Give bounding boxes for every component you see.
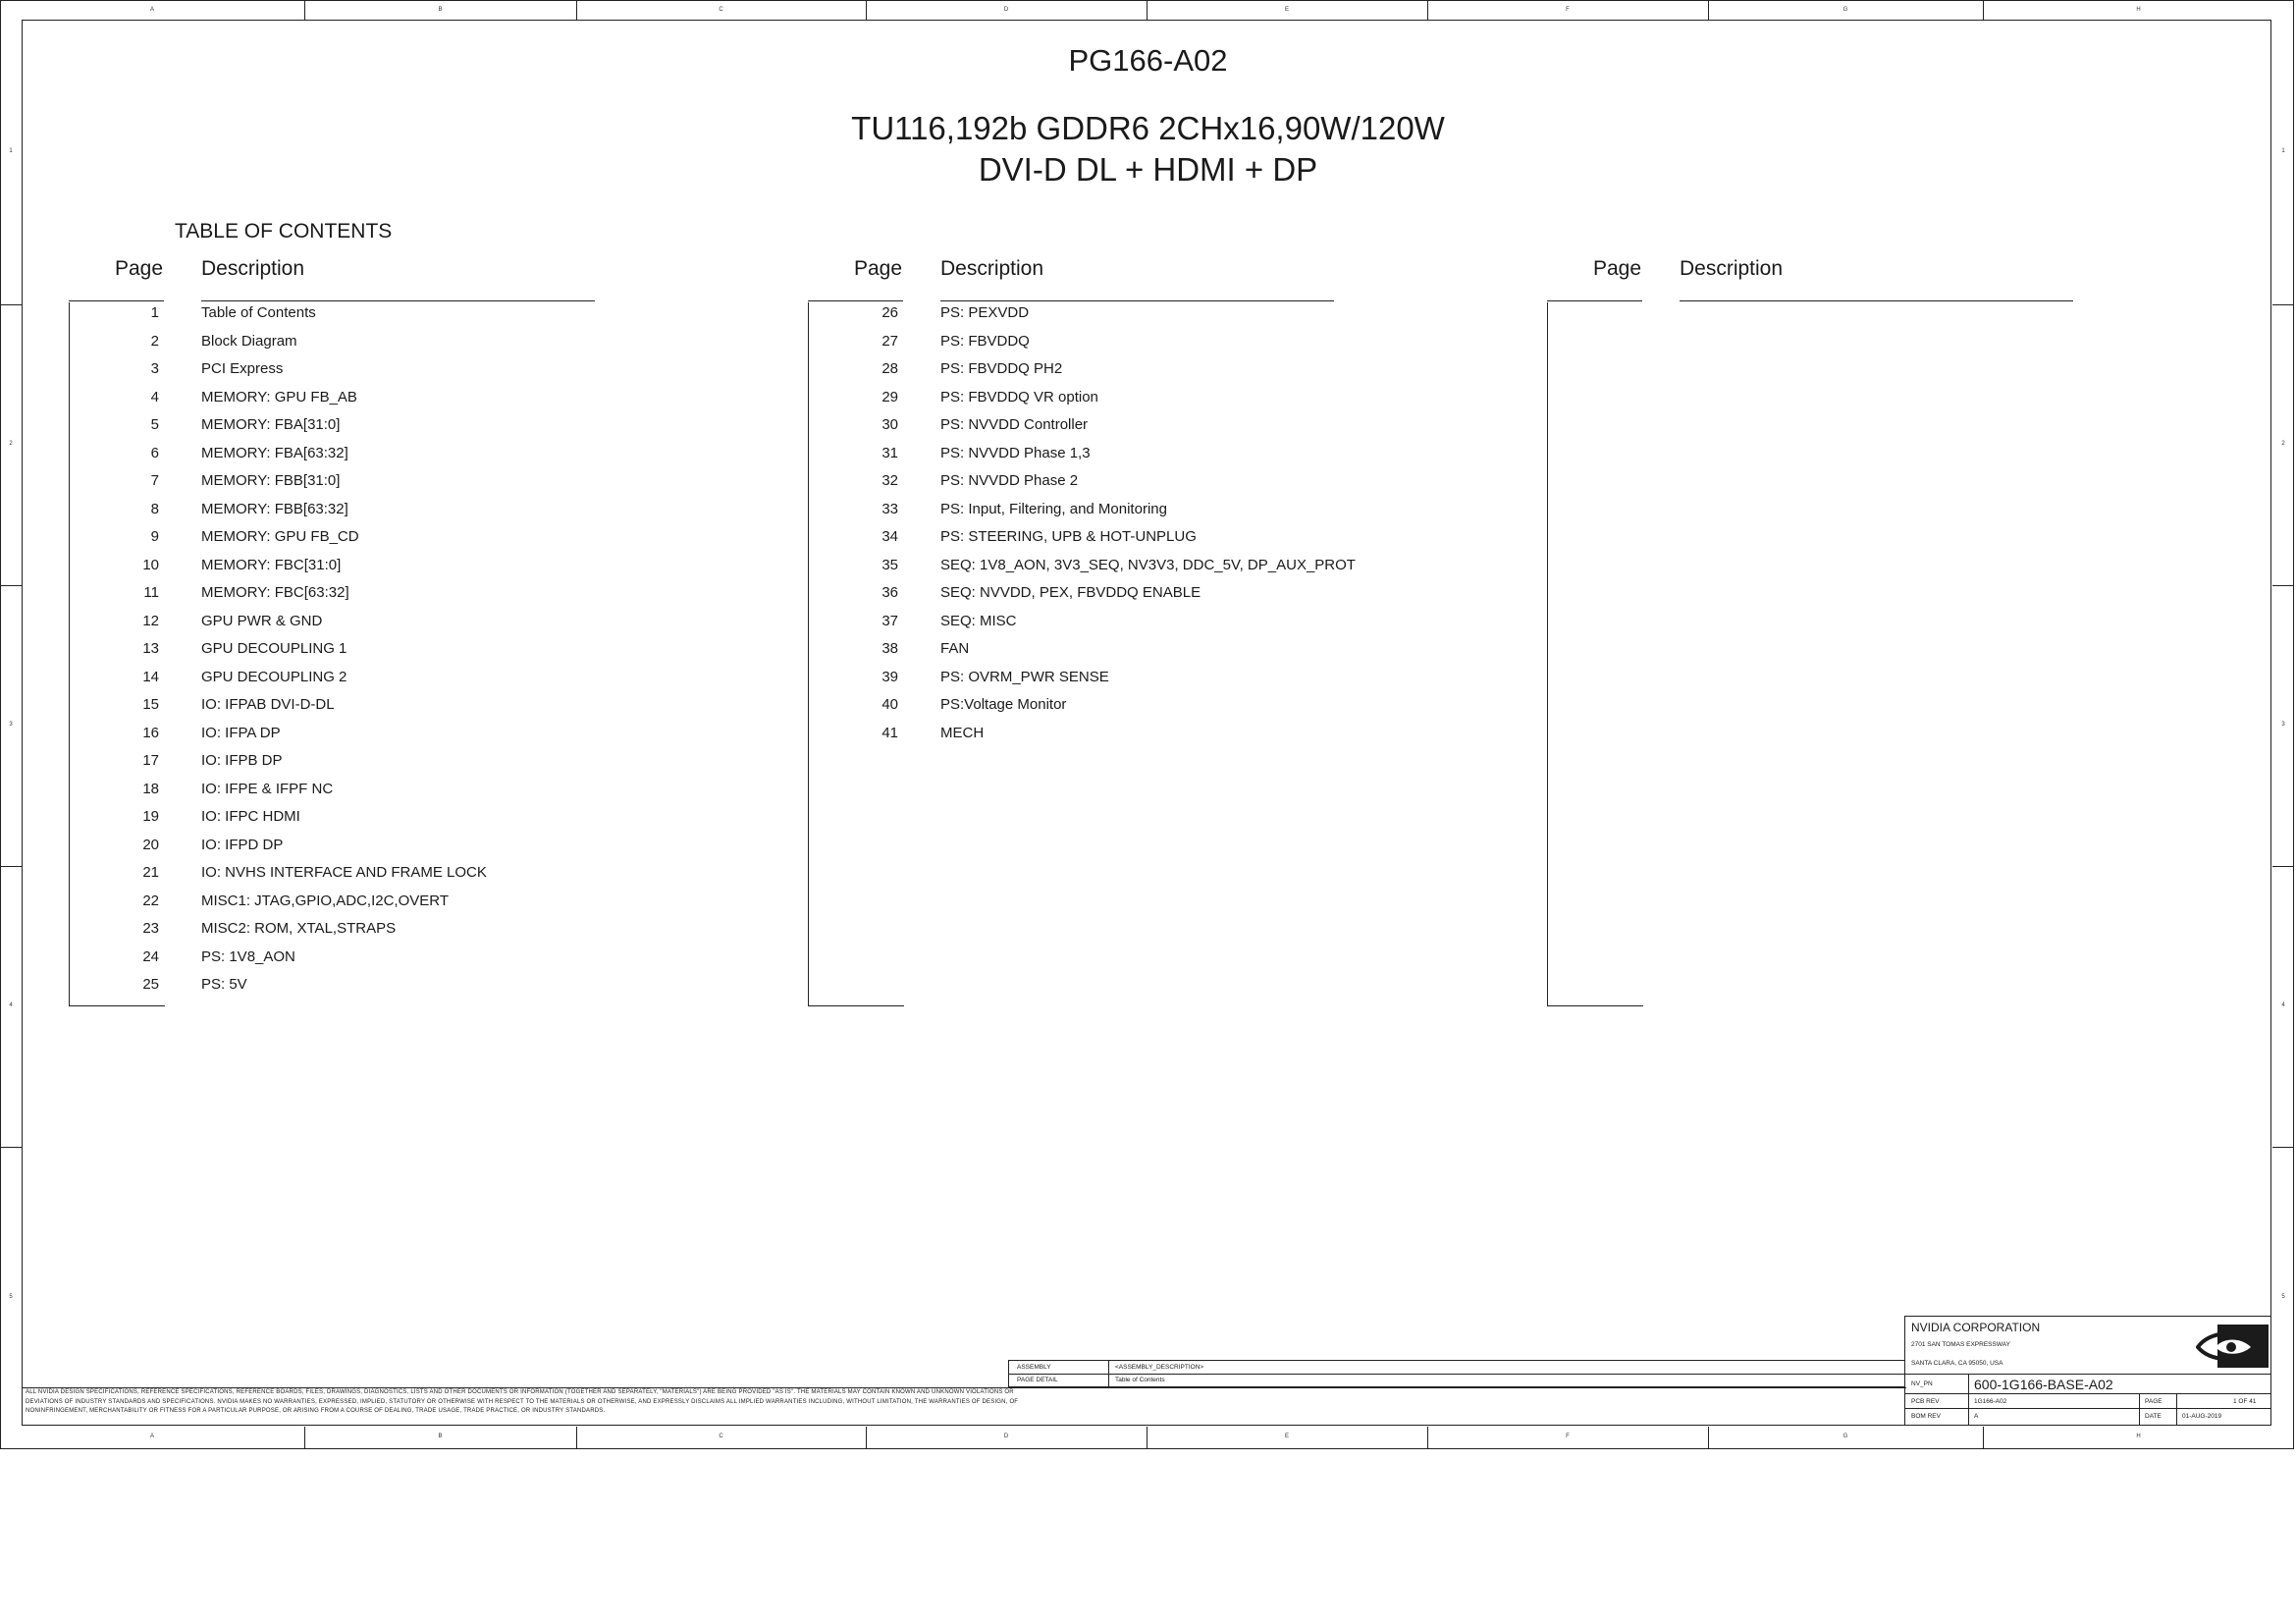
- toc-description: PS: FBVDDQ: [940, 332, 1030, 350]
- toc-page-number: 4: [150, 388, 159, 406]
- toc-description: PS: 5V: [201, 976, 247, 993]
- description-header: Description: [1680, 257, 1784, 280]
- company-address-2: SANTA CLARA, CA 95050, USA: [1911, 1360, 2003, 1367]
- toc-description: PS: Input, Filtering, and Monitoring: [940, 500, 1167, 517]
- header-underline: [69, 300, 164, 301]
- toc-page-number: 22: [142, 892, 159, 909]
- zone-tick: [1427, 1427, 1428, 1448]
- toc-page-number: 1: [150, 304, 159, 321]
- legal-disclaimer: ALL NVIDIA DESIGN SPECIFICATIONS, REFERENCE SPECIFICATIONS, REFERENCE BOARDS, FILES, DRAWINGS, DIAGNOSTICS, LISTS AND OTHER DOCUMENTS OR INFORMATION (TOGETHER AND SEPARATELY, "MATERIALS") ARE BEING PROVIDED "AS IS". THE MATERIALS MAY CONTAIN KNOWN AND UNKNOWN VIOLATIONS OR DEVIATIONS OF INDUSTRY STANDARDS AND SPECIFICATIONS. NVIDIA MAKES NO WARRANTIES, EXPRESSED, IMPLIED, STATUTORY OR OTHERWISE WITH RESPECT TO THE MATERIALS OR OTHERWISE, AND EXPRESSLY DISCLAIMS ALL IMPLIED WARRANTIES INCLUDING, WITHOUT LIMITATION, THE WARRANTIES OF DESIGN, OF NONINFRINGEMENT, MERCHANTABILITY OR FITNESS FOR A PARTICULAR PURPOSE, OR ARISING FROM A COURSE OF DEALING, TRADE USAGE, TRADE PRACTICE, OR INDUSTRY STANDARDS.: [26, 1389, 1019, 1414]
- zone-tick: [0, 866, 22, 867]
- toc-description: Table of Contents: [201, 304, 316, 321]
- toc-description: IO: IFPAB DVI-D-DL: [201, 696, 335, 713]
- toc-page-number: 17: [142, 752, 159, 769]
- toc-description: IO: IFPC HDMI: [201, 808, 300, 825]
- page-column-box: [1547, 302, 1643, 1006]
- header-underline: [808, 300, 903, 301]
- toc-description: MEMORY: GPU FB_AB: [201, 388, 357, 406]
- page-detail-label: PAGE DETAIL: [1017, 1377, 1058, 1383]
- assembly-value: <ASSEMBLY_DESCRIPTION>: [1115, 1364, 1204, 1371]
- zone-tick: [304, 0, 305, 20]
- pcb-rev-label: PCB REV: [1911, 1398, 1940, 1405]
- zone-tick: [0, 585, 22, 586]
- company-name: NVIDIA CORPORATION: [1911, 1321, 2041, 1334]
- zone-tick: [1708, 0, 1709, 20]
- header-underline: [1547, 300, 1642, 301]
- zone-label: D: [1003, 7, 1009, 13]
- zone-label: 5: [9, 1294, 13, 1300]
- toc-page-number: 8: [150, 500, 159, 517]
- description-header: Description: [201, 257, 305, 280]
- page-value: 1 OF 41: [2233, 1398, 2257, 1405]
- page-header: Page: [1593, 257, 1642, 280]
- zone-label: G: [1842, 7, 1848, 13]
- page-detail-value: Table of Contents: [1115, 1377, 1165, 1383]
- toc-page-number: 32: [881, 472, 898, 489]
- nv-pn-label: NV_PN: [1911, 1380, 1933, 1387]
- toc-page-number: 5: [150, 416, 159, 433]
- toc-description: PCI Express: [201, 360, 284, 377]
- toc-page-number: 23: [142, 920, 159, 937]
- toc-description: FAN: [940, 640, 970, 657]
- toc-page-number: 39: [881, 668, 898, 685]
- zone-label: 3: [9, 722, 13, 728]
- display-config-title: DVI-D DL + HDMI + DP: [978, 151, 1318, 188]
- toc-page-number: 25: [142, 976, 159, 993]
- pcb-rev-value: 1G166-A02: [1974, 1398, 2007, 1405]
- toc-description: Block Diagram: [201, 332, 297, 350]
- zone-label: D: [1003, 1434, 1009, 1439]
- toc-description: MISC2: ROM, XTAL,STRAPS: [201, 920, 397, 937]
- toc-description: PS: NVVDD Phase 1,3: [940, 444, 1091, 461]
- toc-description: IO: IFPA DP: [201, 724, 281, 741]
- assembly-label: ASSEMBLY: [1017, 1364, 1051, 1371]
- bom-rev-label: BOM REV: [1911, 1413, 1941, 1420]
- header-underline: [940, 300, 1334, 301]
- zone-label: H: [2136, 7, 2141, 13]
- zone-tick: [1708, 1427, 1709, 1448]
- nvidia-title-block: [1904, 1316, 2271, 1426]
- toc-description: IO: IFPB DP: [201, 752, 283, 769]
- zone-tick: [1147, 0, 1148, 20]
- nv-pn-value: 600-1G166-BASE-A02: [1974, 1377, 2113, 1392]
- toc-description: SEQ: 1V8_AON, 3V3_SEQ, NV3V3, DDC_5V, DP_AUX_PROT: [940, 556, 1356, 573]
- toc-description: SEQ: NVVDD, PEX, FBVDDQ ENABLE: [940, 584, 1201, 601]
- zone-tick: [1983, 1427, 1984, 1448]
- zone-label: 4: [9, 1002, 13, 1008]
- toc-description: MEMORY: FBB[63:32]: [201, 500, 348, 517]
- toc-page-number: 18: [142, 780, 159, 797]
- toc-description: PS: PEXVDD: [940, 304, 1030, 321]
- toc-description: PS: NVVDD Phase 2: [940, 472, 1079, 489]
- zone-label: E: [1284, 7, 1289, 13]
- zone-tick: [0, 304, 22, 305]
- zone-label: H: [2136, 1434, 2141, 1439]
- zone-label: E: [1284, 1434, 1289, 1439]
- page-label: PAGE: [2145, 1398, 2163, 1405]
- toc-page-number: 2: [150, 332, 159, 350]
- toc-page-number: 30: [881, 416, 898, 433]
- toc-description: SEQ: MISC: [940, 612, 1017, 629]
- zone-label: A: [149, 7, 154, 13]
- zone-label: A: [149, 1434, 154, 1439]
- zone-tick: [866, 0, 867, 20]
- toc-page-number: 40: [881, 696, 898, 713]
- zone-tick: [576, 1427, 577, 1448]
- company-address-1: 2701 SAN TOMAS EXPRESSWAY: [1911, 1341, 2010, 1348]
- toc-description: GPU DECOUPLING 1: [201, 640, 347, 657]
- toc-description: GPU DECOUPLING 2: [201, 668, 347, 685]
- toc-page-number: 33: [881, 500, 898, 517]
- zone-label: 4: [2281, 1002, 2285, 1008]
- zone-tick: [1147, 1427, 1148, 1448]
- toc-description: MEMORY: FBC[63:32]: [201, 584, 349, 601]
- zone-label: G: [1842, 1434, 1848, 1439]
- zone-label: 2: [2281, 441, 2285, 447]
- board-name: PG166-A02: [1068, 43, 1228, 78]
- zone-tick: [2272, 866, 2294, 867]
- zone-label: 5: [2281, 1294, 2285, 1300]
- toc-page-number: 20: [142, 836, 159, 853]
- zone-label: C: [719, 7, 723, 13]
- toc-description: MISC1: JTAG,GPIO,ADC,I2C,OVERT: [201, 892, 449, 909]
- zone-tick: [2272, 304, 2294, 305]
- toc-page-number: 7: [150, 472, 159, 489]
- toc-page-number: 10: [142, 556, 159, 573]
- toc-description: GPU PWR & GND: [201, 612, 323, 629]
- toc-page-number: 34: [881, 528, 898, 545]
- toc-description: MEMORY: FBC[31:0]: [201, 556, 342, 573]
- toc-page-number: 29: [881, 388, 898, 406]
- toc-description: IO: IFPE & IFPF NC: [201, 780, 334, 797]
- zone-label: F: [1566, 1434, 1570, 1439]
- toc-description: PS: FBVDDQ PH2: [940, 360, 1063, 377]
- zone-label: B: [438, 7, 443, 13]
- toc-page-number: 3: [150, 360, 159, 377]
- toc-page-number: 35: [881, 556, 898, 573]
- zone-tick: [1427, 0, 1428, 20]
- toc-page-number: 19: [142, 808, 159, 825]
- nvidia-logo-icon: [2196, 1321, 2270, 1372]
- toc-page-number: 41: [881, 724, 898, 741]
- toc-page-number: 31: [881, 444, 898, 461]
- description-header: Description: [940, 257, 1044, 280]
- zone-tick: [2272, 585, 2294, 586]
- toc-description: PS: NVVDD Controller: [940, 416, 1089, 433]
- page-header: Page: [115, 257, 164, 280]
- toc-description: MEMORY: FBA[63:32]: [201, 444, 348, 461]
- zone-label: F: [1566, 7, 1570, 13]
- zone-tick: [866, 1427, 867, 1448]
- zone-label: 3: [2281, 722, 2285, 728]
- toc-description: IO: IFPD DP: [201, 836, 284, 853]
- toc-description: PS:Voltage Monitor: [940, 696, 1067, 713]
- zone-label: 1: [2281, 148, 2285, 154]
- toc-page-number: 13: [142, 640, 159, 657]
- zone-label: B: [438, 1434, 443, 1439]
- zone-label: 2: [9, 441, 13, 447]
- toc-page-number: 38: [881, 640, 898, 657]
- toc-description: MECH: [940, 724, 985, 741]
- toc-page-number: 11: [143, 584, 159, 601]
- toc-description: MEMORY: GPU FB_CD: [201, 528, 359, 545]
- toc-description: PS: OVRM_PWR SENSE: [940, 668, 1109, 685]
- toc-description: PS: FBVDDQ VR option: [940, 388, 1098, 406]
- date-label: DATE: [2145, 1413, 2162, 1420]
- zone-label: C: [719, 1434, 723, 1439]
- header-underline: [1680, 300, 2073, 301]
- zone-tick: [2272, 1147, 2294, 1148]
- toc-description: PS: 1V8_AON: [201, 947, 295, 965]
- toc-page-number: 37: [881, 612, 898, 629]
- toc-page-number: 12: [142, 612, 159, 629]
- toc-page-number: 16: [142, 724, 159, 741]
- date-value: 01-AUG-2019: [2182, 1413, 2222, 1420]
- bom-rev-value: A: [1974, 1413, 1979, 1420]
- toc-page-number: 26: [881, 304, 898, 321]
- zone-label: 1: [9, 148, 13, 154]
- toc-page-number: 21: [142, 864, 159, 881]
- toc-page-number: 24: [142, 947, 159, 965]
- zone-tick: [576, 0, 577, 20]
- assembly-block: [1008, 1360, 1905, 1387]
- page-header: Page: [854, 257, 903, 280]
- zone-tick: [0, 1147, 22, 1148]
- toc-page-number: 14: [142, 668, 159, 685]
- gpu-config-title: TU116,192b GDDR6 2CHx16,90W/120W: [851, 110, 1445, 146]
- toc-page-number: 6: [150, 444, 159, 461]
- toc-page-number: 15: [142, 696, 159, 713]
- toc-description: PS: STEERING, UPB & HOT-UNPLUG: [940, 528, 1197, 545]
- toc-page-number: 27: [881, 332, 898, 350]
- toc-page-number: 9: [150, 528, 159, 545]
- toc-description: MEMORY: FBA[31:0]: [201, 416, 341, 433]
- toc-heading: TABLE OF CONTENTS: [175, 220, 393, 243]
- zone-tick: [304, 1427, 305, 1448]
- header-underline: [201, 300, 595, 301]
- toc-description: MEMORY: FBB[31:0]: [201, 472, 341, 489]
- toc-page-number: 36: [881, 584, 898, 601]
- toc-description: IO: NVHS INTERFACE AND FRAME LOCK: [201, 864, 487, 881]
- toc-page-number: 28: [881, 360, 898, 377]
- zone-tick: [1983, 0, 1984, 20]
